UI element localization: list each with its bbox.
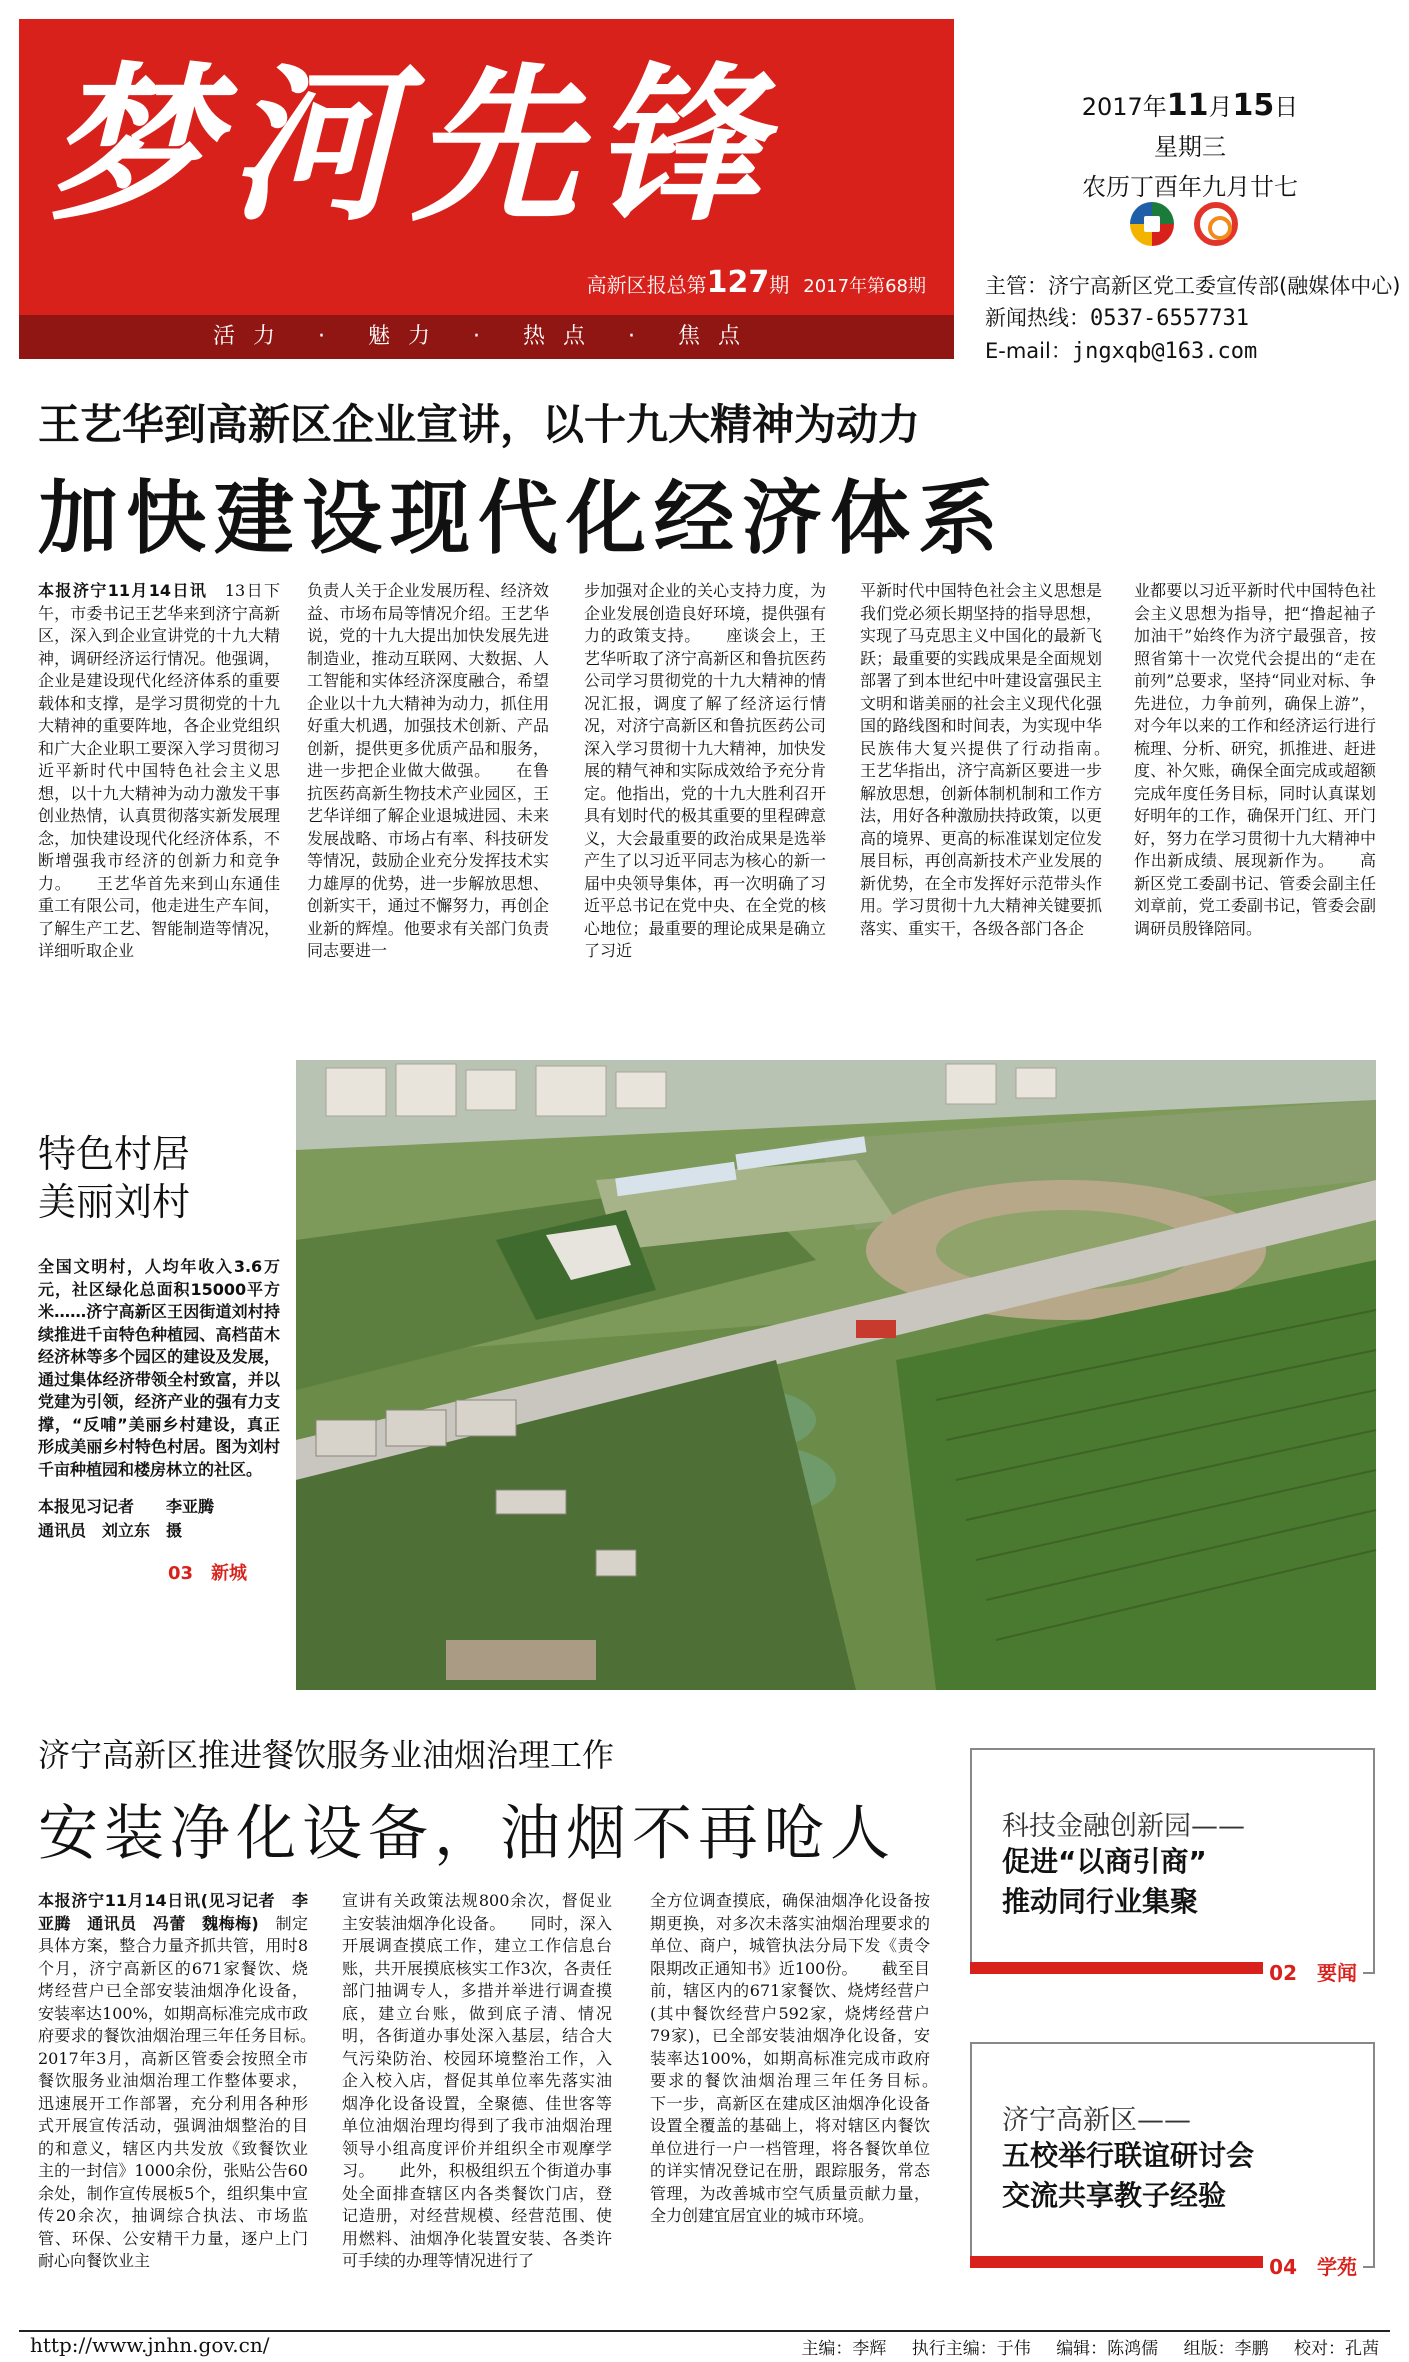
hi-tech-zone-logo-icon: [1194, 202, 1238, 246]
promo-box-tech-finance[interactable]: [970, 1748, 1375, 1985]
contact-info: [985, 270, 1400, 368]
photo-caption: 全国文明村，人均年收入3.6万元，社区绿化总面积15000平方米……济宁高新区王因街道刘村持续推进千亩特色种植园、高档苗木经济林等多个园区的建设及发展，通过集体经济带领全村致富，并以党建为引领，经济产业的强有力支撑，“反哺”美丽乡村建设，真正形成美丽乡村特色村居。图为刘村千亩种植园和楼房林立的社区。: [38, 1257, 280, 1479]
footer-rule: [19, 2330, 1390, 2332]
issue-prefix: 高新区报总第: [586, 273, 707, 297]
story2-kicker: 济宁高新区推进餐饮服务业油烟治理工作: [38, 1736, 615, 1774]
date-line: [1000, 86, 1380, 127]
story1-kicker: 王艺华到高新区企业宣讲，以十九大精神为动力: [38, 400, 921, 449]
photo-sidebar: [38, 1130, 280, 1585]
story2-headline[interactable]: 安装净化设备，油烟不再呛人: [38, 1799, 896, 1869]
story2-column-1: [38, 1890, 341, 2322]
promo-accent-bar: [970, 1962, 1270, 1974]
weekday: 星期三: [1154, 133, 1226, 161]
photo-credit-line-2: 通讯员 刘立东 摄: [38, 1521, 183, 1540]
promo-kicker: 济宁高新区——: [1002, 2105, 1191, 2136]
story1-dateline: 本报济宁11月14日讯: [38, 581, 208, 600]
email-address[interactable]: jngxqb@163.com: [1071, 339, 1258, 364]
promo-title-line-2: 交流共享教子经验: [1002, 2179, 1227, 2212]
footer-staff-credits: [781, 2334, 1379, 2359]
executive-editor: 执行主编：于伟: [911, 2339, 1031, 2359]
email-label: E-mail：: [985, 339, 1072, 363]
issue-suffix: 期: [769, 273, 790, 297]
chief-editor: 主编：李辉: [801, 2339, 887, 2359]
story1-col4-text: 平新时代中国特色社会主义思想是我们党必须长期坚持的指导思想，实现了马克思主义中国化的最新飞跃；最重要的实践成果是全面规划部署了到本世纪中叶建设富强民主文明和谐美丽的社会主义现代化强国的路线图和时间表，为实现中华民族伟大复兴提供了行动指南。 王艺华指出，济宁高新区要进一步解放思想，创新体制机制和工作方法，用好各种激励扶持政策，以更高的境界、更高的标准谋划定位发展目标，再创高新技术产业发展的新优势，在全市发挥好示范带头作用。学习贯彻十九大精神关键要抓落实、重实干，各级各部门各企: [860, 581, 1135, 938]
story1-col2-text: 负责人关于企业发展历程、经济效益、市场布局等情况介绍。王艺华说，党的十九大提出加快发展先进制造业，推动互联网、大数据、人工智能和实体经济深度融合，希望企业以十九大精神为动力，抓住用好重大机遇，加强技术创新、产品创新，提供更多优质产品和服务，进一步把企业做大做强。 在鲁抗医药高新生物技术产业园区，王艺华详细了解企业退城进园、未来发展战略、市场占有率、科技研发等情况，鼓励企业充分发挥技术实力雄厚的优势，进一步解放思想、创新实干，通过不懈努力，再创企业新的辉煌。他要求有关部门负责同志要进一: [307, 581, 549, 960]
story1-column-4: [860, 580, 1135, 1044]
date-month: 11: [1166, 88, 1209, 123]
masthead-bar: [19, 315, 954, 359]
proofreader: 校对：孔茜: [1294, 2339, 1379, 2359]
story2-dateline: 本报济宁11月14日讯(见习记者 李亚腾 通讯员 冯蕾 魏梅梅): [38, 1891, 308, 1933]
promo-accent-bar: [970, 2256, 1270, 2268]
photo-credit-line-1: 本报见习记者 李亚腾: [38, 1497, 215, 1516]
photo-title-line-1: 特色村居: [38, 1132, 191, 1176]
masthead-slogan: 活力 · 魅力 · 热点 · 焦点: [213, 324, 758, 349]
promo-kicker: 科技金融创新园——: [1002, 1811, 1245, 1842]
story1-col1-text: 13日下午，市委书记王艺华来到济宁高新区，深入到企业宣讲党的十九大精神，调研经济运行情况。他强调，企业是建设现代化经济体系的重要载体和支撑，是学习贯彻党的十九大精神的重要阵地，各企业党组织和广大企业职工要深入学习贯彻习近平新时代中国特色社会主义思想，以十九大精神为动力激发干事创业热情，认真贯彻落实新发展理念，加快建设现代化经济体系，不断增强我市经济的创新力和竞争力。 王艺华首先来到山东通佳重工有限公司，他走进生产车间，了解生产工艺、智能制造等情况，详细听取企业: [38, 581, 280, 960]
photo-title-line-2: 美丽刘村: [38, 1180, 191, 1224]
sponsor-line: 主管：济宁高新区党工委宣传部(融媒体中心): [985, 274, 1401, 298]
editor: 编辑：陈鸿儒: [1056, 2339, 1159, 2359]
promo-title: [1002, 1842, 1207, 1922]
story1-column-5: [1134, 580, 1376, 1044]
story2-column-2: [342, 1890, 612, 2322]
story1-column-2: [307, 580, 549, 1044]
story2-col3-text: 全方位调查摸底，确保油烟净化设备按期更换，对多次未落实油烟治理要求的单位、商户，城管执法分局下发《责令限期改正通知书》近100份。 截至目前，辖区内的671家餐饮、烧烤经营户(其中餐饮经营户592家，烧烤经营户79家)，已全部安装油烟净化设备，安装率达100%，如期高标准完成市政府要求的餐饮油烟治理三年任务目标。 下一步，高新区在建成区油烟净化设备设置全覆盖的基础上，将对辖区内餐饮单位进行一户一档管理，将各餐饮单位的详实情况登记在册，跟踪服务，常态管理，为改善城市空气质量贡献力量，全力创建宜居宜业的城市环境。: [650, 1891, 963, 2225]
lunar-date: 农历丁酉年九月廿七: [1082, 173, 1298, 201]
aerial-photo-illustration: [296, 1060, 1376, 1690]
promo-title-line-1: 五校举行联谊研讨会: [1002, 2139, 1255, 2172]
promo-title-line-2: 推动同行业集聚: [1002, 1885, 1199, 1918]
logos: [1130, 198, 1250, 250]
story1-col3-text: 步加强对企业的关心支持力度，为企业发展创造良好环境，提供强有力的政策支持。 座谈会上，王艺华听取了济宁高新区和鲁抗医药公司学习贯彻党的十九大精神的情况汇报，调度了解了经济运行情况，对济宁高新区和鲁抗医药公司深入学习贯彻十九大精神，加快发展的精气神和实际成效给予充分肯定。他指出，党的十九大胜利召开具有划时代的极其重要的里程碑意义，大会最重要的政治成果是选举产生了以习近平同志为核心的新一届中央领导集体，再一次明确了习近平总书记在党中央、在全党的核心地位；最重要的理论成果是确立了习近: [584, 581, 826, 960]
layout-editor: 组版：李鹏: [1183, 2339, 1269, 2359]
photo-credit: [38, 1495, 280, 1543]
photo-page-ref[interactable]: 03 新城: [168, 1563, 248, 1584]
email-line: [985, 335, 1400, 368]
date-day: 15: [1232, 88, 1275, 123]
story1-col5-text: 业都要以习近平新时代中国特色社会主义思想为指导，把“撸起袖子加油干”始终作为济宁最强音，按照省第十一次党代会提出的“走在前列”总要求，坚持“同业对标、争先进位，力争前列，确保上游”，对今年以来的工作和经济运行进行梳理、分析、研究，抓推进、赶进度、补欠账，确保全面完成或超额完成年度任务目标，同时认真谋划好明年的工作，确保开门红、开门好，努力在学习贯彻十九大精神中作出新成绩、展现新作为。 高新区党工委副书记、管委会副主任刘章前，党工委副书记，管委会副调研员殷锋陪同。: [1134, 581, 1376, 938]
promo-page-ref[interactable]: 02 要闻: [1263, 1957, 1363, 1986]
story1-column-3: [584, 580, 826, 1044]
promo-box-school-seminar[interactable]: [970, 2042, 1375, 2279]
story2-col1-text: 制定具体方案，整合力量齐抓共管，用时8个月，济宁高新区的671家餐饮、烧烤经营户已全部安装油烟净化设备，安装率达100%，如期高标准完成市政府要求的餐饮油烟治理三年任务目标。 2017年3月，高新区管委会按照全市餐饮服务业油烟治理工作整体要求，迅速展开工作部署，充分利用各种形式开展宣传活动，强调油烟整治的目的和意义，辖区内共发放《致餐饮业主的一封信》1000余份，张贴公告60余处，制作宣传展板5个，组织集中宣传20余次，抽调综合执法、市场监管、环保、公安精干力量，逐户上门耐心向餐饮业主: [38, 1913, 341, 2270]
story2-col2-text: 宣讲有关政策法规800余次，督促业主安装油烟净化设备。 同时，深入开展调查摸底工作，建立工作信息台账，共开展摸底核实工作3次，各责任部门抽调专人，多措并举进行调查摸底，建立台账，做到底子清、情况明，各街道办事处深入基层，结合大气污染防治、校园环境整治工作，入企入校入店，督促其单位率先落实油烟净化设备设置，全聚德、佳世客等单位油烟治理均得到了我市油烟治理领导小组高度评价并组织全市观摩学习。 此外，积极组织五个街道办事处全面排查辖区内各类餐饮门店，登记造册，对经营规模、经营范围、使用燃料、油烟净化装置安装、各类许可手续的办理等情况进行了: [342, 1891, 612, 2270]
promo-title-line-1: 促进“以商引商”: [1002, 1845, 1207, 1878]
newspaper-title: 梦河先锋: [47, 46, 775, 244]
promo-page-ref[interactable]: 04 学苑: [1263, 2251, 1363, 2280]
date-day-unit: 日: [1274, 93, 1299, 121]
story1-headline[interactable]: 加快建设现代化经济体系: [38, 472, 1006, 565]
story2-column-3: [650, 1890, 963, 2322]
hotline-number: 0537-6557731: [1090, 306, 1249, 331]
promo-title: [1002, 2136, 1254, 2216]
issue-number: [587, 265, 926, 300]
date-month-unit: 月: [1208, 93, 1233, 121]
party-media-logo-icon: [1130, 202, 1174, 246]
date-year: 2017年: [1081, 93, 1167, 121]
issue-year: 2017年第68期: [803, 276, 926, 297]
story1-column-1: [38, 580, 280, 1044]
hotline-line: [985, 302, 1400, 335]
hotline-label: 新闻热线：: [985, 306, 1090, 330]
issue-total: 127: [706, 265, 770, 300]
masthead: [19, 19, 954, 359]
footer-url-link[interactable]: http://www.jnhn.gov.cn/: [30, 2333, 270, 2357]
date-block: [1000, 86, 1380, 207]
aerial-village-photo[interactable]: [296, 1060, 1376, 1690]
